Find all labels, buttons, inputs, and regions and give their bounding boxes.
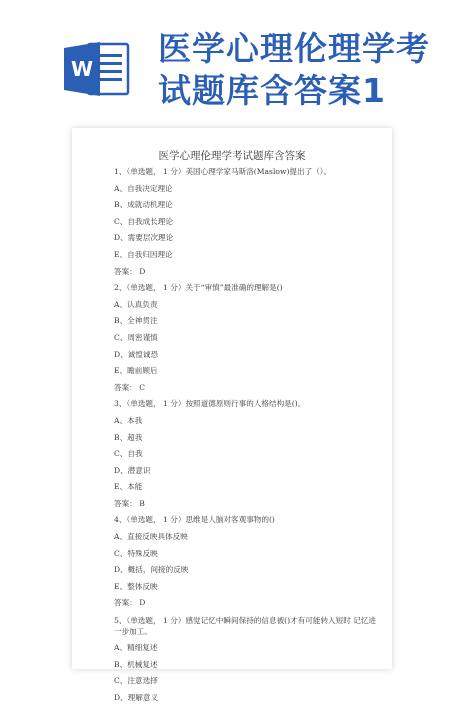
question-option: A、精细复述 bbox=[114, 643, 158, 653]
question-option: C、周密谨慎 bbox=[114, 332, 158, 342]
answer-line: 答案： B bbox=[114, 498, 145, 508]
question-stem: 4、（单选题， 1 分）思维是人脑对客观事物的() bbox=[114, 515, 275, 525]
question-stem: 3、（单选题， 1 分）按照道德原则行事的人格结构是()。 bbox=[114, 399, 306, 409]
question-option: B、全神贯注 bbox=[114, 316, 158, 326]
question-option: A、本我 bbox=[114, 415, 143, 425]
question-option: E、瞻前顾后 bbox=[114, 366, 158, 376]
question-stem: 5、（单选题， 1 分）感觉记忆中瞬间保持的信息被()才有可能转入短时 记忆进一步加工。 bbox=[114, 616, 377, 637]
document-page bbox=[72, 128, 392, 702]
question-option: E、本能 bbox=[114, 482, 143, 492]
question-stem: 1、（单选题， 1 分）美国心理学家马斯洛(Maslow)提出了（）。 bbox=[114, 167, 332, 176]
answer-line: 答案： D bbox=[114, 266, 146, 276]
document-content bbox=[108, 164, 380, 706]
question-option: D、概括，间接的反映 bbox=[114, 565, 189, 575]
question-option: C、自我成长理论 bbox=[114, 216, 173, 226]
question-option: C、自我 bbox=[114, 449, 143, 459]
question-option: E、整体反映 bbox=[114, 581, 158, 591]
question-option: D、理解意义 bbox=[114, 692, 159, 702]
answer-line: 答案： D bbox=[114, 598, 146, 608]
question-option: D、诚惶诚恐 bbox=[114, 349, 159, 359]
question-option: D、潜意识 bbox=[114, 465, 151, 475]
question-option: B、机械复述 bbox=[114, 659, 158, 669]
banner-title: 医学心理伦理学考试题库含答案1 bbox=[158, 29, 430, 110]
question-option: A、直接反映具体反映 bbox=[114, 532, 188, 542]
question-option: D、需要层次理论 bbox=[114, 233, 174, 243]
question-stem: 2、（单选题， 1 分）关于“审慎”最准确的理解是() bbox=[114, 283, 283, 293]
question-option: A、认真负责 bbox=[114, 299, 158, 309]
word-icon bbox=[62, 40, 130, 98]
answer-line: 答案： C bbox=[114, 382, 146, 392]
question-option: C、特殊反映 bbox=[114, 548, 158, 558]
question-option: E、自我归因理论 bbox=[114, 249, 173, 259]
banner bbox=[0, 0, 474, 120]
question-option: B、超我 bbox=[114, 432, 143, 442]
document-title: 医学心理伦理学考试题库含答案 bbox=[158, 150, 306, 162]
question-option: C、注意选择 bbox=[114, 676, 158, 686]
question-option: A、自我决定理论 bbox=[114, 183, 173, 193]
question-option: B、成就动机理论 bbox=[114, 200, 173, 210]
svg-text:W: W bbox=[70, 57, 94, 81]
